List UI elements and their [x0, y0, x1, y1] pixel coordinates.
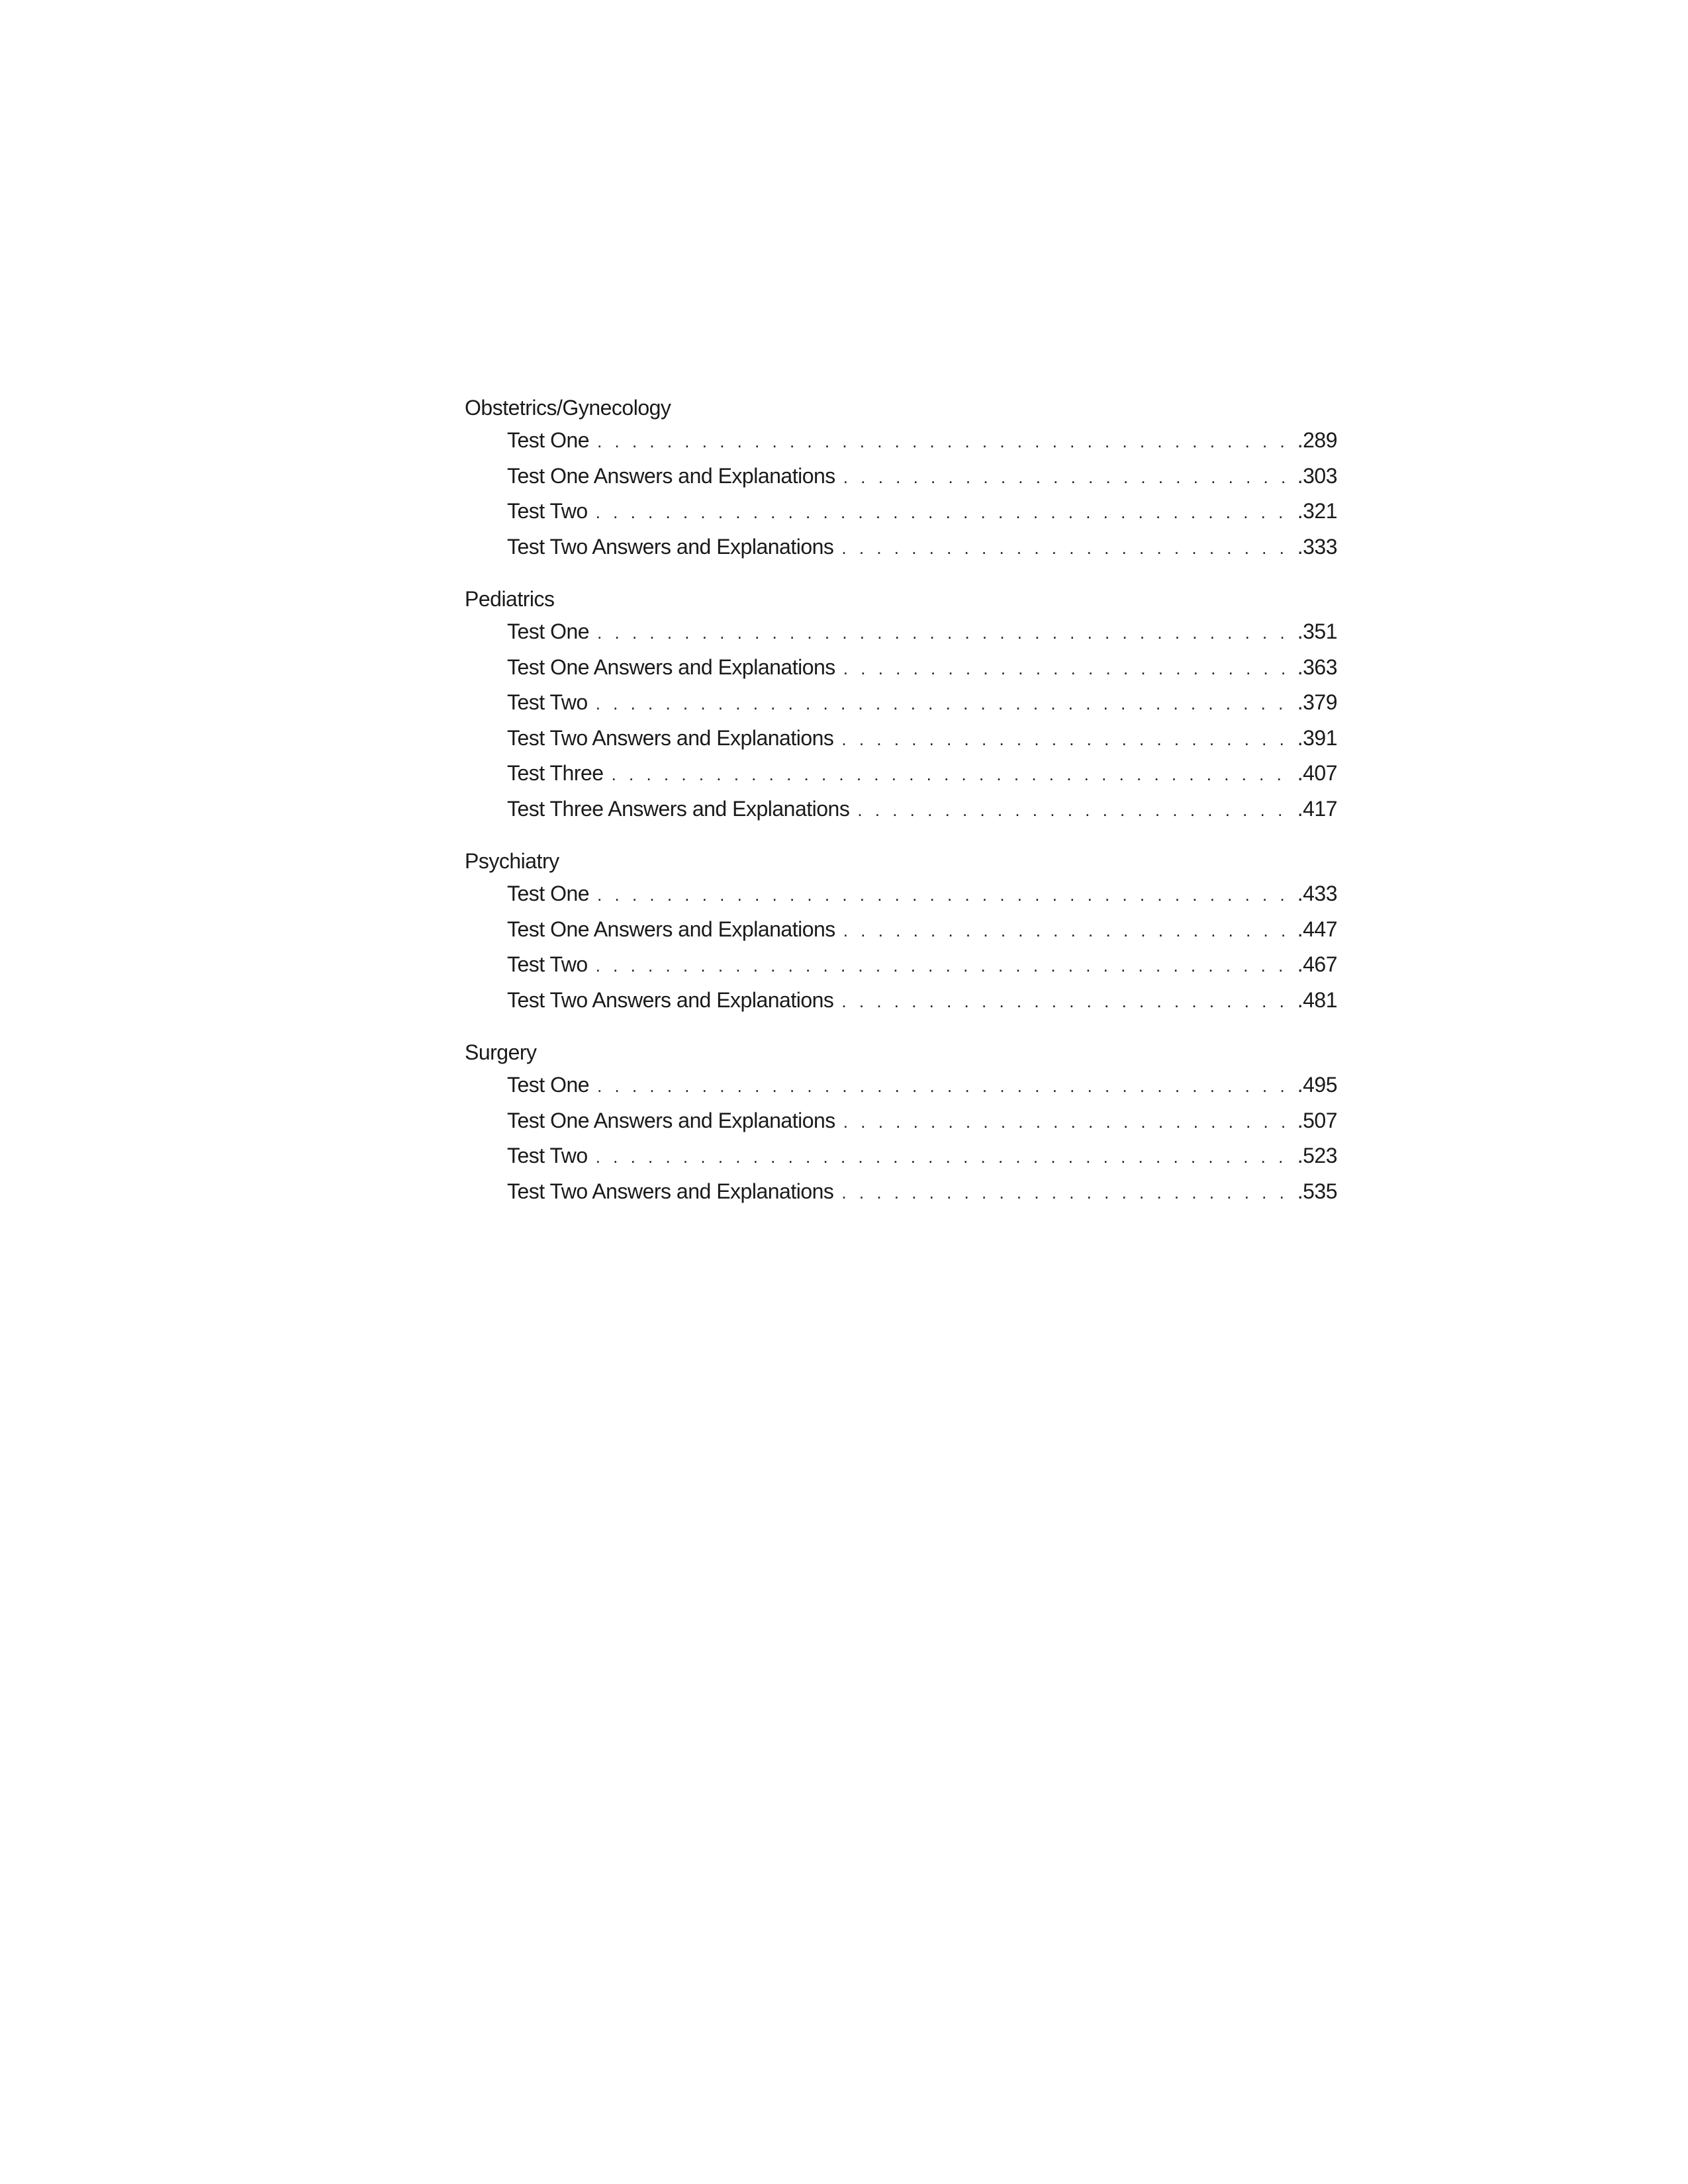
toc-section-psychiatry	[465, 848, 1337, 1022]
entry-label: Test One	[507, 428, 590, 452]
toc-entry[interactable]	[465, 880, 1337, 916]
page-number: .333	[1297, 534, 1337, 559]
toc-section-surgery	[465, 1039, 1337, 1213]
page-number: .303	[1297, 463, 1337, 488]
toc-section-obgyn	[465, 394, 1337, 569]
toc-entry[interactable]	[465, 498, 1337, 533]
toc-entry[interactable]	[465, 725, 1337, 760]
page-number: .417	[1297, 796, 1337, 821]
section-title: Obstetrics/Gynecology	[465, 396, 671, 420]
toc-entry[interactable]	[465, 1071, 1337, 1107]
dot-leader	[857, 797, 1293, 823]
dot-leader	[841, 1179, 1293, 1206]
toc-entry[interactable]	[465, 1178, 1337, 1214]
toc-entry[interactable]	[465, 987, 1337, 1023]
dot-leader	[597, 882, 1293, 908]
entry-label: Test Three	[507, 761, 604, 785]
dot-leader	[612, 761, 1293, 788]
toc-entry[interactable]	[465, 427, 1337, 463]
page-number: .321	[1297, 499, 1337, 523]
toc-entry[interactable]	[465, 760, 1337, 796]
page-number: .363	[1297, 655, 1337, 679]
toc-entry[interactable]	[465, 463, 1337, 498]
dot-leader	[596, 690, 1293, 717]
dot-leader	[596, 1144, 1293, 1170]
toc-entry[interactable]	[465, 654, 1337, 690]
toc-entry[interactable]	[465, 796, 1337, 831]
dot-leader	[843, 1109, 1293, 1135]
entry-label: Test One Answers and Explanations	[507, 917, 835, 941]
page-number: .467	[1297, 952, 1337, 976]
dot-leader	[597, 1073, 1293, 1099]
page-number: .523	[1297, 1144, 1337, 1167]
entry-label: Test One	[507, 1073, 590, 1097]
dot-leader	[843, 655, 1293, 682]
page-number: .351	[1297, 619, 1337, 643]
entry-label: Test Three Answers and Explanations	[507, 796, 850, 821]
entry-label: Test Two Answers and Explanations	[507, 987, 834, 1012]
entry-label: Test Two Answers and Explanations	[507, 725, 834, 750]
dot-leader	[843, 464, 1293, 490]
page-number: .433	[1297, 882, 1337, 905]
page-number: .391	[1297, 725, 1337, 750]
section-title: Surgery	[465, 1040, 537, 1064]
entry-label: Test One Answers and Explanations	[507, 1108, 835, 1132]
toc-entry[interactable]	[465, 951, 1337, 987]
entry-label: Test One	[507, 882, 590, 905]
entry-label: Test Two Answers and Explanations	[507, 1179, 834, 1203]
entry-label: Test Two	[507, 952, 588, 976]
dot-leader	[841, 726, 1293, 752]
page-number: .481	[1297, 987, 1337, 1012]
toc-entry[interactable]	[465, 1142, 1337, 1178]
page-number: .507	[1297, 1108, 1337, 1132]
page-number: .535	[1297, 1179, 1337, 1203]
table-of-contents	[465, 394, 1337, 1230]
entry-label: Test One Answers and Explanations	[507, 463, 835, 488]
section-title: Psychiatry	[465, 849, 559, 873]
page-number: .447	[1297, 917, 1337, 941]
entry-label: Test One	[507, 619, 590, 643]
dot-leader	[841, 988, 1293, 1015]
dot-leader	[597, 428, 1293, 455]
section-title: Pediatrics	[465, 587, 555, 611]
entry-label: Test Two	[507, 1144, 588, 1167]
entry-label: Test Two	[507, 499, 588, 523]
page-number: .379	[1297, 690, 1337, 714]
toc-entry[interactable]	[465, 533, 1337, 569]
toc-entry[interactable]	[465, 1107, 1337, 1143]
dot-leader	[596, 952, 1293, 979]
dot-leader	[843, 917, 1293, 944]
dot-leader	[841, 535, 1293, 561]
toc-entry[interactable]	[465, 916, 1337, 952]
dot-leader	[597, 619, 1293, 646]
toc-section-pediatrics	[465, 586, 1337, 831]
page-number: .407	[1297, 761, 1337, 785]
toc-entry[interactable]	[465, 689, 1337, 725]
entry-label: Test Two	[507, 690, 588, 714]
entry-label: Test Two Answers and Explanations	[507, 534, 834, 559]
page-number: .495	[1297, 1073, 1337, 1097]
entry-label: Test One Answers and Explanations	[507, 655, 835, 679]
page-number: .289	[1297, 428, 1337, 452]
dot-leader	[596, 499, 1293, 525]
toc-entry[interactable]	[465, 618, 1337, 654]
